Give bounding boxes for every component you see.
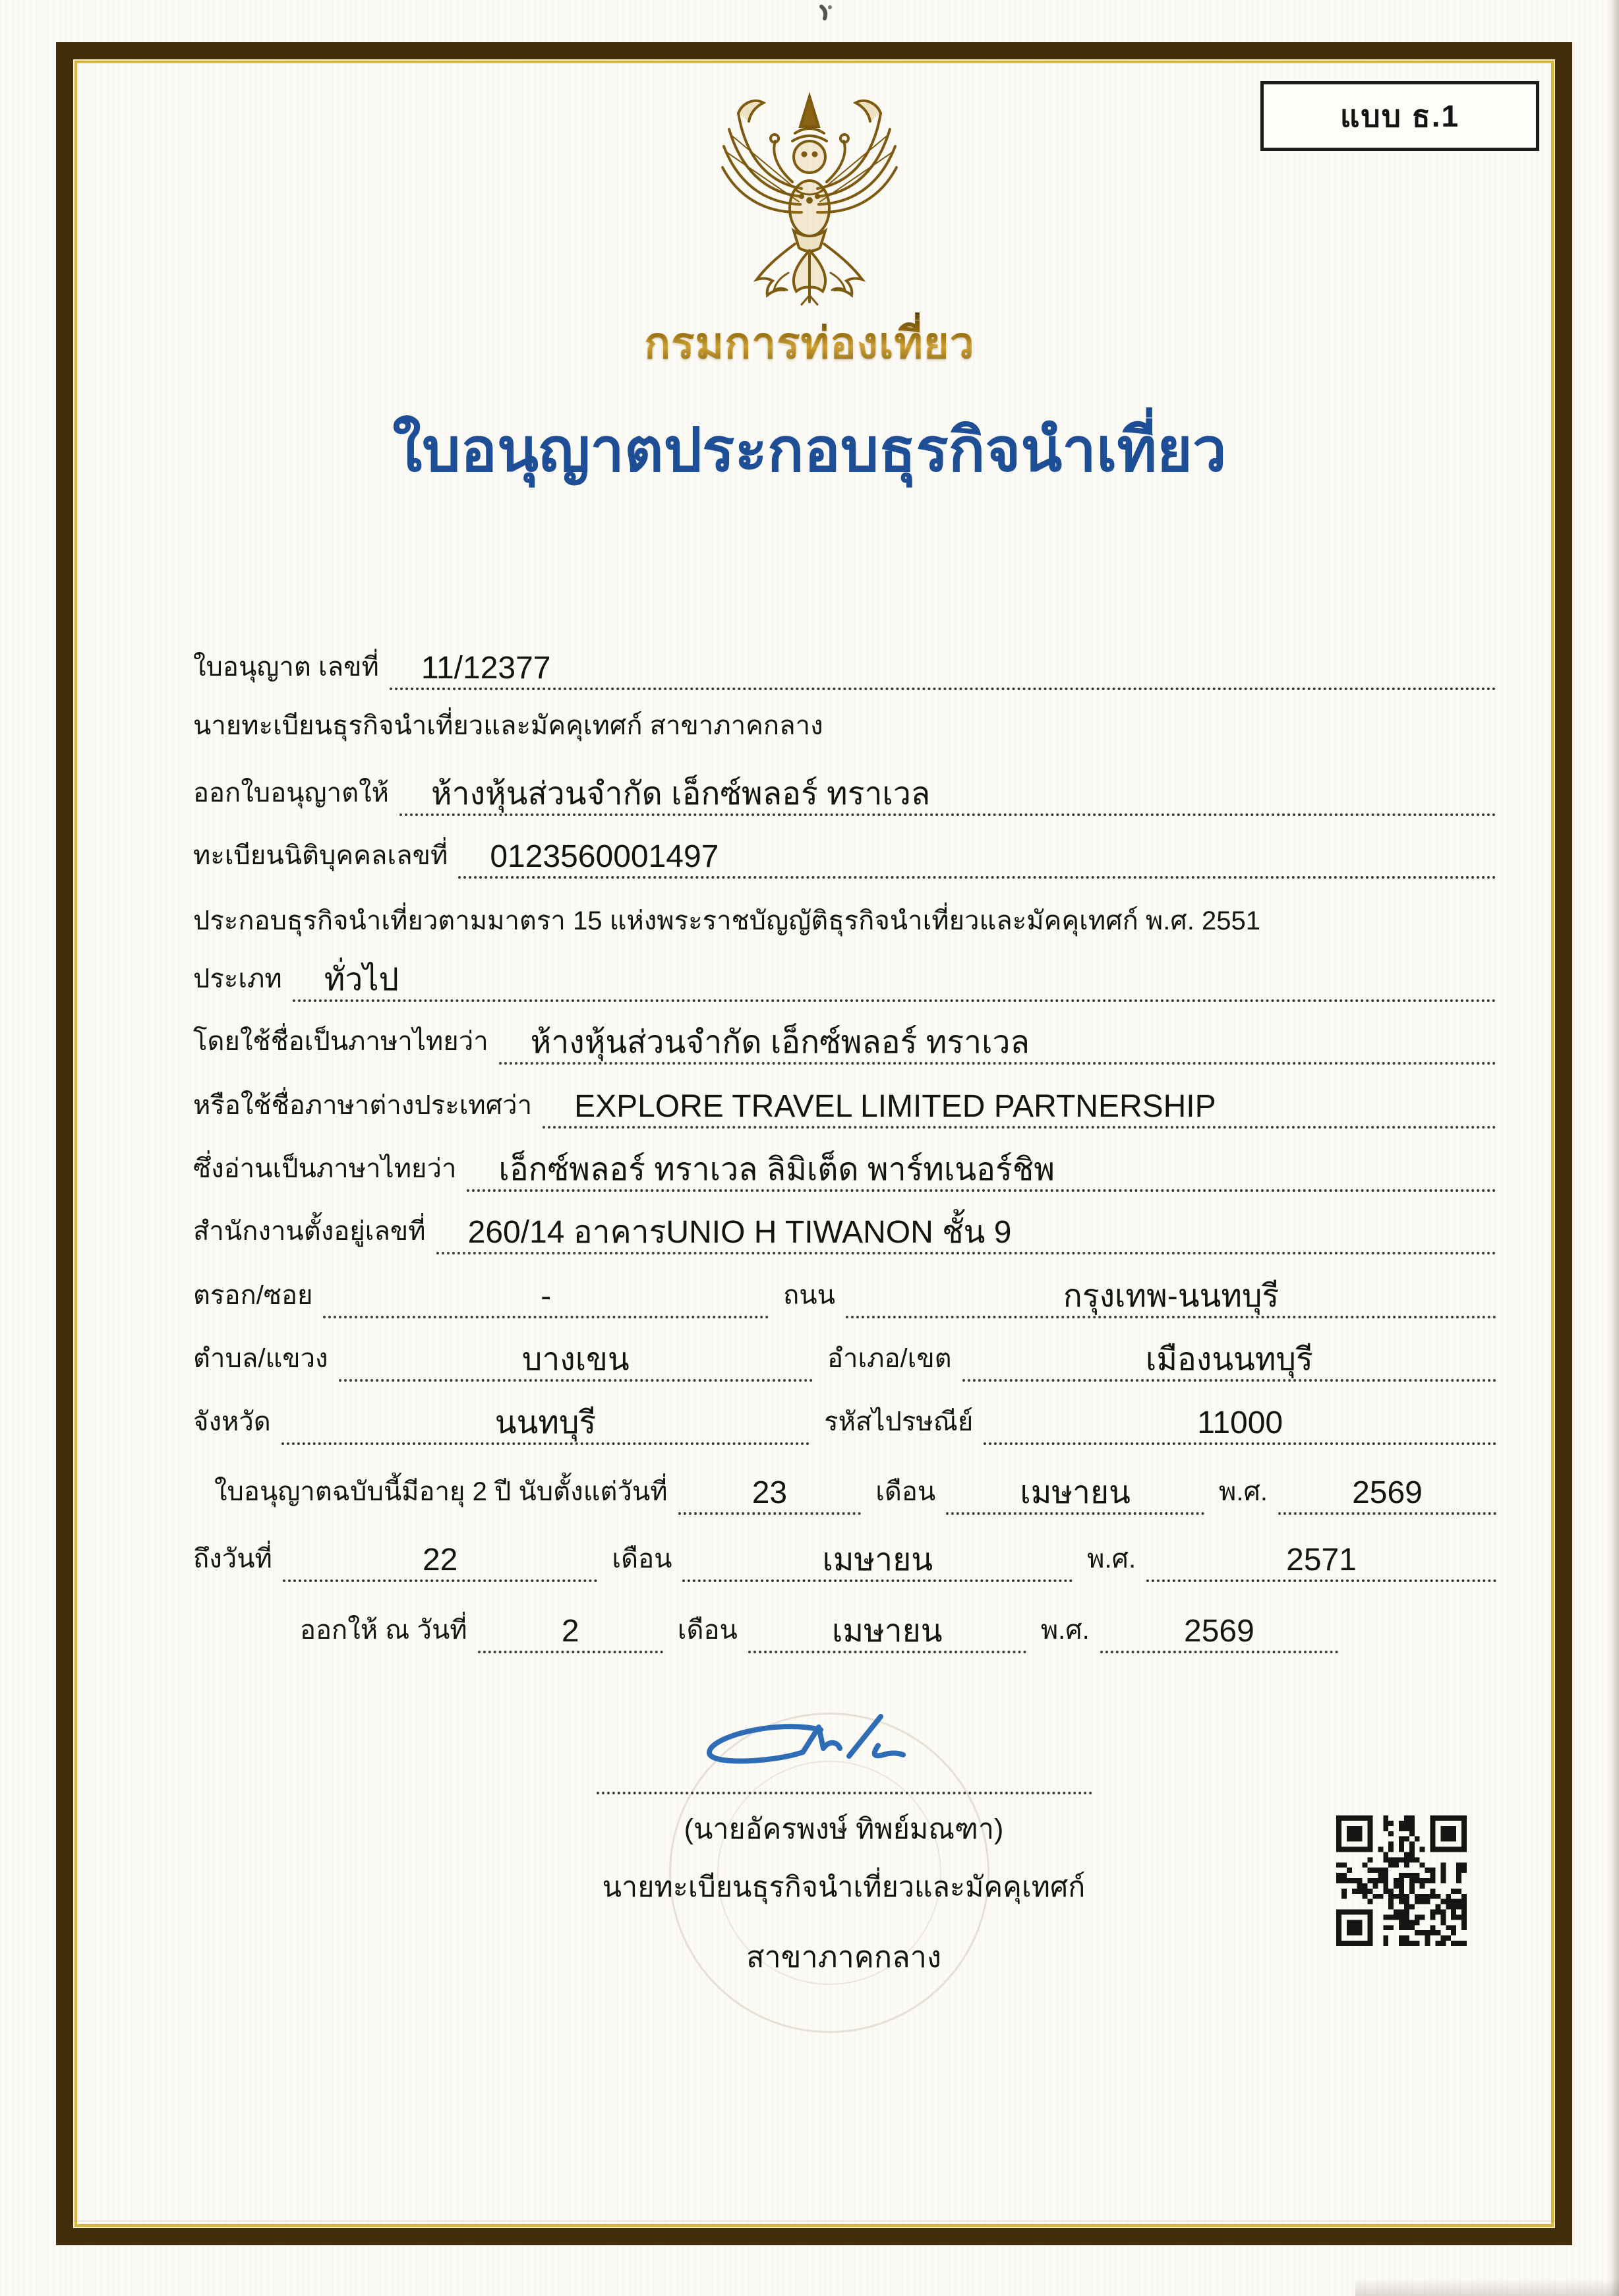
start-month-value: เมษายน	[946, 1476, 1204, 1515]
row-registrar	[193, 686, 1496, 746]
postcode-label: รหัสไปรษณีย์	[824, 1407, 974, 1436]
thai-name-value: ห้างหุ้นส่วนจำกัด เอ็กซ์พลอร์ ทราเวล	[499, 1026, 1496, 1065]
office-label: สำนักงานตั้งอยู่เลขที่	[193, 1217, 426, 1246]
form-code-badge	[1260, 81, 1539, 151]
road-label: ถนน	[783, 1281, 835, 1310]
act-line: ประกอบธุรกิจนำเที่ยวตามมาตรา 15 แห่งพระราชบัญญัติธุรกิจนำเที่ยวและมัคคุเทศก์ พ.ศ. 2551	[193, 906, 1261, 935]
license-no-label: ใบอนุญาต เลขที่	[193, 653, 379, 682]
qr-code	[1336, 1815, 1467, 1947]
row-office-address	[193, 1194, 1496, 1254]
subdistrict-value: บางเขน	[339, 1343, 813, 1382]
row-thai-reading	[193, 1131, 1496, 1192]
era-label: พ.ศ.	[1219, 1477, 1268, 1506]
lane-label: ตรอก/ซอย	[193, 1281, 313, 1310]
thai-reading-value: เอ็กซ์พลอร์ ทราเวล ลิมิเต็ด พาร์ทเนอร์ชิพ	[467, 1153, 1496, 1192]
row-issued-to	[193, 755, 1496, 816]
until-label: ถึงวันที่	[193, 1545, 272, 1574]
province-value: นนทบุรี	[281, 1406, 810, 1445]
row-act-reference	[193, 881, 1496, 941]
registrar-position: นายทะเบียนธุรกิจนำเที่ยวและมัคคุเทศก์	[602, 1871, 1086, 1903]
garuda-emblem-icon	[696, 78, 923, 310]
thai-reading-label: ซึ่งอ่านเป็นภาษาไทยว่า	[193, 1154, 457, 1183]
era-label: พ.ศ.	[1087, 1545, 1136, 1574]
scan-shadow-bottom	[1355, 2279, 1619, 2296]
thai-name-label: โดยใช้ชื่อเป็นภาษาไทยว่า	[193, 1027, 488, 1056]
issue-month-value: เมษายน	[748, 1614, 1026, 1653]
issued-at-label: ออกให้ ณ วันที่	[300, 1616, 467, 1645]
foreign-name-value: EXPLORE TRAVEL LIMITED PARTNERSHIP	[543, 1090, 1496, 1129]
registrar-name: (นายอัครพงษ์ ทิพย์มณฑา)	[684, 1813, 1004, 1845]
registrar-branch: สาขาภาคกลาง	[746, 1940, 941, 1974]
end-day-value: 22	[283, 1543, 598, 1582]
era-label: พ.ศ.	[1040, 1616, 1090, 1645]
month-label: เดือน	[612, 1545, 672, 1574]
lane-value: -	[323, 1280, 769, 1318]
issued-to-value: ห้างหุ้นส่วนจำกัด เอ็กซ์พลอร์ ทราเวล	[399, 777, 1496, 816]
start-day-value: 23	[678, 1476, 862, 1515]
start-year-value: 2569	[1278, 1476, 1496, 1515]
province-label: จังหวัด	[193, 1407, 271, 1436]
registrar-line: นายทะเบียนธุรกิจนำเที่ยวและมัคคุเทศก์ สาขาภาคกลาง	[193, 711, 823, 740]
office-value: 260/14 อาคารUNIO H TIWANON ชั้น 9	[436, 1216, 1496, 1254]
row-province-postcode	[193, 1384, 1496, 1445]
row-license-no	[193, 630, 1496, 690]
signature-dotted-line	[597, 1719, 1092, 1794]
scan-crease	[63, 2220, 1566, 2222]
row-issued-on	[300, 1593, 1338, 1653]
issue-day-value: 2	[478, 1614, 663, 1653]
district-value: เมืองนนทบุรี	[962, 1343, 1496, 1382]
road-value: กรุงเทพ-นนทบุรี	[846, 1280, 1496, 1318]
row-foreign-name	[193, 1068, 1496, 1129]
scan-speck-artifact	[817, 4, 835, 24]
issue-year-value: 2569	[1100, 1614, 1338, 1653]
foreign-name-label: หรือใช้ชื่อภาษาต่างประเทศว่า	[193, 1091, 533, 1120]
subdistrict-label: ตำบล/แขวง	[193, 1344, 328, 1373]
valid-from-label: ใบอนุญาตฉบับนี้มีอายุ 2 ปี นับตั้งแต่วันที่	[214, 1477, 668, 1506]
license-no-value: 11/12377	[390, 651, 1496, 690]
type-value: ทั่วไป	[293, 963, 1496, 1002]
license-title: ใบอนุญาตประกอบธุรกิจนำเที่ยว	[392, 417, 1227, 484]
row-subdistrict-district	[193, 1321, 1496, 1382]
postcode-value: 11000	[984, 1406, 1496, 1445]
district-label: อำเภอ/เขต	[827, 1344, 952, 1373]
row-type	[193, 941, 1496, 1002]
department-title: กรมการท่องเที่ยว	[0, 309, 1619, 378]
form-code-label: แบบ ธ.1	[1339, 98, 1460, 133]
type-label: ประเภท	[193, 964, 282, 993]
month-label: เดือน	[875, 1477, 936, 1506]
month-label: เดือน	[677, 1616, 738, 1645]
juristic-id-label: ทะเบียนนิติบุคคลเลขที่	[193, 841, 448, 870]
row-juristic-id	[193, 818, 1496, 879]
row-valid-from	[214, 1454, 1496, 1515]
end-year-value: 2571	[1146, 1543, 1496, 1582]
issued-to-label: ออกใบอนุญาตให้	[193, 779, 389, 808]
juristic-id-value: 0123560001497	[458, 840, 1496, 879]
row-lane-road	[193, 1258, 1496, 1318]
end-month-value: เมษายน	[682, 1543, 1073, 1582]
row-thai-name	[193, 1004, 1496, 1065]
row-valid-until	[193, 1521, 1496, 1582]
